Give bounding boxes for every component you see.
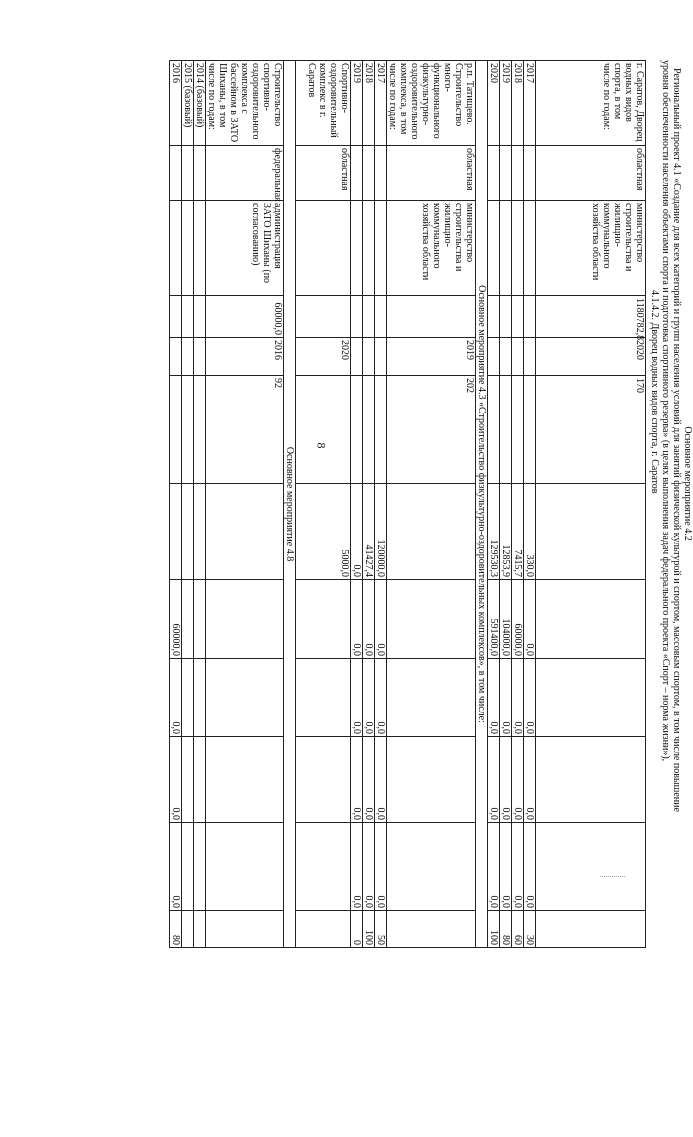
table-cell	[296, 201, 351, 296]
table-cell: р.п. Татищево. Строительство много-функционального физкультурно-оздоровительного комплекса, в том числе по годам:	[387, 61, 476, 146]
table-cell: 330,0	[524, 484, 536, 580]
table-cell	[170, 146, 182, 201]
page-number: 8	[314, 442, 329, 449]
table-cell	[296, 659, 351, 737]
table-cell	[194, 823, 206, 911]
table-cell	[194, 376, 206, 484]
table-cell: 0,0	[512, 823, 524, 911]
header-project-line-1: Региональный проект 4.1 «Создание для всех категорий и групп населения условий для занятий физической культурой и спортом, массовым спортом, в том числе повышение	[671, 68, 682, 812]
table-cell	[500, 338, 512, 376]
table-cell	[524, 338, 536, 376]
table-cell: 0,0	[500, 659, 512, 737]
table-cell: 2020	[488, 61, 500, 146]
table-cell	[512, 146, 524, 201]
table-cell	[296, 296, 351, 338]
table-cell	[524, 296, 536, 338]
table-cell: 60000,0	[206, 296, 284, 338]
table-cell: 129530,3	[488, 484, 500, 580]
table-cell: 0,0	[375, 580, 387, 659]
table-cell	[387, 296, 476, 338]
table-cell	[194, 659, 206, 737]
table-cell: 0,0	[375, 659, 387, 737]
table-cell	[182, 911, 194, 948]
table-cell	[351, 338, 363, 376]
table-cell: 0,0	[351, 737, 363, 823]
table-cell	[536, 737, 646, 823]
table-cell: 2020	[296, 338, 351, 376]
table-cell: 80	[170, 911, 182, 948]
table-cell: администрация ЗАТО Шиханы (по согласованию)	[206, 201, 284, 296]
table-body	[170, 61, 646, 948]
table-cell: 0,0	[512, 659, 524, 737]
table-cell: 0,0	[500, 737, 512, 823]
table-cell	[363, 146, 375, 201]
table-cell	[194, 146, 206, 201]
table-cell: 2015 (базовый)	[182, 61, 194, 146]
data-table	[169, 60, 646, 948]
table-cell	[194, 201, 206, 296]
table-cell: областная	[296, 146, 351, 201]
table-cell	[182, 376, 194, 484]
table-cell	[363, 376, 375, 484]
table-cell: 0,0	[170, 823, 182, 911]
table-row	[500, 61, 512, 948]
table-cell: 30	[524, 911, 536, 948]
table-cell: 591400,0	[488, 580, 500, 659]
table-cell	[206, 823, 284, 911]
table-cell: 120000,0	[375, 484, 387, 580]
table-cell	[351, 146, 363, 201]
table-cell	[536, 823, 646, 911]
table-cell	[194, 338, 206, 376]
table-cell: 2019	[351, 61, 363, 146]
table-row	[512, 61, 524, 948]
table-cell	[375, 376, 387, 484]
table-cell: 2017	[375, 61, 387, 146]
header-object: 4.1.4.2. Дворец водных видов спорта, г. Саратов	[649, 290, 660, 494]
table-cell	[488, 201, 500, 296]
table-cell: 0,0	[488, 659, 500, 737]
table-cell: 0,0	[351, 580, 363, 659]
table-row	[351, 61, 363, 948]
table-cell	[387, 823, 476, 911]
table-cell	[387, 484, 476, 580]
table-cell: 0	[351, 911, 363, 948]
table-cell	[387, 659, 476, 737]
table-cell	[500, 296, 512, 338]
table-cell	[375, 338, 387, 376]
table-cell: 100	[488, 911, 500, 948]
table-cell: 50	[375, 911, 387, 948]
table-cell: 2018	[363, 61, 375, 146]
table-cell: 5000,0	[296, 484, 351, 580]
table-cell	[536, 580, 646, 659]
table-cell	[363, 296, 375, 338]
rotated-table-page	[170, 60, 693, 945]
table-cell: федеральная	[206, 146, 284, 201]
table-cell: Строительство спортивно-оздоровительного комплекса с бассейном в ЗАТО Шиханы, в том числе по годам:	[206, 61, 284, 146]
table-cell	[194, 296, 206, 338]
table-cell: 60000,0	[512, 580, 524, 659]
table-cell: Спортивно-оздоровительный комплекс в г. Саратов	[296, 61, 351, 146]
table-cell: 0,0	[351, 484, 363, 580]
table-cell: 170	[536, 376, 646, 484]
table-cell	[351, 201, 363, 296]
table-cell: г. Саратов, Дворец водных видов спорта, в том числе по годам:	[536, 61, 646, 146]
table-cell	[524, 376, 536, 484]
table-cell	[182, 338, 194, 376]
table-cell	[182, 201, 194, 296]
table-cell: 0,0	[524, 737, 536, 823]
table-cell	[488, 146, 500, 201]
table-cell: 0,0	[351, 823, 363, 911]
section-title: Основное мероприятие 4.3 «Строительство физкультурно-оздоровительных комплексов», в том числе:	[476, 61, 488, 948]
table-cell: 0,0	[524, 659, 536, 737]
table-cell: 0,0	[524, 823, 536, 911]
table-cell	[182, 296, 194, 338]
section-row	[284, 61, 296, 948]
table-cell	[182, 737, 194, 823]
table-cell: 41427,4	[363, 484, 375, 580]
table-cell: 92	[206, 376, 284, 484]
table-cell	[375, 201, 387, 296]
table-cell: 2020	[536, 338, 646, 376]
table-cell	[375, 296, 387, 338]
table-cell: 0,0	[363, 823, 375, 911]
table-row	[524, 61, 536, 948]
table-cell	[170, 338, 182, 376]
table-cell	[296, 911, 351, 948]
table-cell: 0,0	[524, 580, 536, 659]
header-project-line-2: уровня обеспеченности населения объектами спорта и подготовка спортивного резерва» (в целях выполнения задач федерального проекта «Спорт – норма жизни»),	[660, 60, 671, 762]
table-cell	[296, 580, 351, 659]
table-cell	[170, 296, 182, 338]
table-cell: 1180782,8	[536, 296, 646, 338]
table-cell	[182, 484, 194, 580]
table-cell: 2018	[512, 61, 524, 146]
table-cell	[512, 338, 524, 376]
table-cell	[182, 146, 194, 201]
table-cell	[351, 376, 363, 484]
table-cell	[500, 201, 512, 296]
table-cell: 2017	[524, 61, 536, 146]
table-cell: 0,0	[170, 737, 182, 823]
table-cell	[194, 911, 206, 948]
table-cell	[296, 737, 351, 823]
table-row	[170, 61, 182, 948]
table-cell: областная	[387, 146, 476, 201]
table-row	[206, 61, 284, 948]
table-cell	[194, 737, 206, 823]
table-cell	[512, 201, 524, 296]
table-cell	[194, 580, 206, 659]
table-cell: 202	[387, 376, 476, 484]
table-cell: министерство строительства и жилищно-коммунального хозяйства области	[387, 201, 476, 296]
table-cell	[182, 659, 194, 737]
table-row	[488, 61, 500, 948]
table-cell: 60000,0	[170, 580, 182, 659]
table-cell	[170, 201, 182, 296]
table-row	[375, 61, 387, 948]
table-cell	[182, 823, 194, 911]
table-cell	[512, 376, 524, 484]
table-cell: 2016	[206, 338, 284, 376]
table-cell	[170, 484, 182, 580]
table-cell	[375, 146, 387, 201]
table-cell: 0,0	[500, 823, 512, 911]
table-cell: 60	[512, 911, 524, 948]
table-cell: 0,0	[512, 737, 524, 823]
table-cell	[206, 484, 284, 580]
table-cell	[500, 146, 512, 201]
section-row	[476, 61, 488, 948]
table-cell: 0,0	[363, 659, 375, 737]
table-cell	[206, 659, 284, 737]
table-row	[296, 61, 351, 948]
table-cell: 0,0	[375, 823, 387, 911]
table-cell	[351, 296, 363, 338]
table-cell: 0,0	[488, 823, 500, 911]
table-cell: 0,0	[488, 737, 500, 823]
table-cell	[536, 484, 646, 580]
table-cell	[387, 737, 476, 823]
table-row	[363, 61, 375, 948]
table-cell: министерство строительства и жилищно-коммунального хозяйства области	[536, 201, 646, 296]
table-row	[194, 61, 206, 948]
table-cell: 2016	[170, 61, 182, 146]
table-row	[182, 61, 194, 948]
table-cell	[170, 376, 182, 484]
table-cell: 0,0	[363, 737, 375, 823]
table-cell	[206, 911, 284, 948]
table-cell	[387, 580, 476, 659]
table-cell	[296, 376, 351, 484]
table-cell	[206, 737, 284, 823]
table-cell: 2014 (базовый)	[194, 61, 206, 146]
table-cell: 104000,0	[500, 580, 512, 659]
table-cell	[363, 338, 375, 376]
table-cell	[206, 580, 284, 659]
table-cell	[488, 376, 500, 484]
table-cell: 0,0	[170, 659, 182, 737]
table-cell: областная	[536, 146, 646, 201]
table-cell: 0,0	[363, 580, 375, 659]
table-cell: 80	[500, 911, 512, 948]
table-cell: 12853,9	[500, 484, 512, 580]
table-cell	[488, 338, 500, 376]
table-row	[387, 61, 476, 948]
table-cell: 0,0	[351, 659, 363, 737]
table-cell	[500, 376, 512, 484]
table-cell	[194, 484, 206, 580]
table-cell	[524, 146, 536, 201]
table-cell	[536, 911, 646, 948]
table-row	[536, 61, 646, 948]
table-cell: 2019	[387, 338, 476, 376]
section-title: Основное мероприятие 4.8	[284, 61, 296, 948]
header-event-4-2: Основное мероприятие 4.2	[682, 426, 693, 541]
table-cell	[536, 659, 646, 737]
table-cell	[488, 296, 500, 338]
table-cell: 7415,7	[512, 484, 524, 580]
table-cell: 2019	[500, 61, 512, 146]
table-cell	[363, 201, 375, 296]
table-cell	[524, 201, 536, 296]
table-cell	[182, 580, 194, 659]
table-cell: 0,0	[375, 737, 387, 823]
table-cell	[296, 823, 351, 911]
table-cell	[387, 911, 476, 948]
table-cell	[512, 296, 524, 338]
table-cell: 100	[363, 911, 375, 948]
